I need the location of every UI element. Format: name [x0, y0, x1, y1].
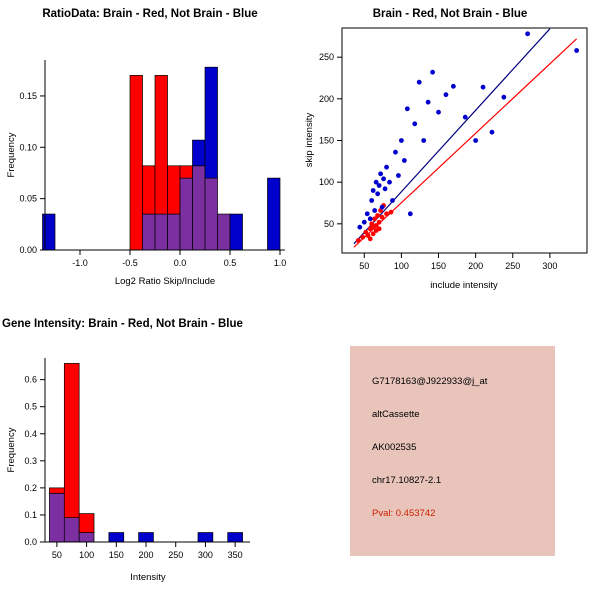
scatter-xlabel: include intensity [430, 280, 498, 291]
svg-text:0.5: 0.5 [24, 401, 37, 412]
svg-text:0.15: 0.15 [19, 90, 37, 101]
panel-hist-intensity [0, 300, 300, 600]
svg-text:0.4: 0.4 [24, 428, 37, 439]
svg-text:100: 100 [318, 177, 334, 188]
svg-text:0.00: 0.00 [19, 245, 37, 255]
panel-hist-ratio [0, 0, 300, 300]
svg-text:0.5: 0.5 [223, 258, 237, 268]
hist-ratio-ylabel: Frequency [6, 132, 17, 178]
hist-intensity-ylabel: Frequency [6, 427, 17, 473]
svg-text:0.0: 0.0 [173, 258, 187, 268]
hist-intensity-title: Gene Intensity: Brain - Red, Not Brain - Blue [2, 318, 243, 330]
hist-ratio-xlabel: Log2 Ratio Skip/Include [114, 276, 216, 287]
svg-text:0.05: 0.05 [19, 193, 37, 204]
svg-text:150: 150 [108, 550, 124, 560]
hist-intensity-plot [0, 300, 300, 600]
svg-text:0.2: 0.2 [24, 482, 37, 493]
svg-text:250: 250 [505, 261, 521, 271]
info-pval: Pval: 0.453742 [372, 508, 436, 519]
probe-info-box [350, 346, 555, 556]
svg-text:0.6: 0.6 [24, 374, 37, 385]
svg-text:0.0: 0.0 [24, 537, 37, 547]
svg-text:0.3: 0.3 [24, 455, 37, 466]
svg-text:150: 150 [430, 261, 447, 271]
info-probe-id: G7178163@J922933@j_at [372, 376, 488, 387]
svg-text:100: 100 [393, 261, 409, 271]
scatter-plot [300, 0, 600, 300]
svg-text:-1.0: -1.0 [72, 258, 88, 268]
svg-text:250: 250 [168, 550, 184, 560]
svg-text:50: 50 [51, 550, 62, 560]
svg-text:200: 200 [468, 261, 484, 271]
svg-text:100: 100 [79, 550, 95, 560]
scatter-ylabel: skip intensity [304, 112, 315, 168]
panel-scatter [300, 0, 600, 300]
hist-ratio-plot [0, 0, 300, 300]
svg-text:0.10: 0.10 [19, 142, 37, 153]
hist-intensity-xlabel: Intensity [130, 572, 166, 583]
hist-ratio-title: RatioData: Brain - Red, Not Brain - Blue [42, 8, 258, 20]
svg-text:0.1: 0.1 [24, 509, 37, 520]
svg-text:50: 50 [359, 261, 370, 271]
svg-text:50: 50 [323, 218, 334, 229]
svg-text:200: 200 [138, 550, 154, 560]
svg-text:150: 150 [318, 135, 334, 146]
scatter-title: Brain - Red, Not Brain - Blue [372, 8, 528, 20]
svg-text:250: 250 [318, 52, 334, 63]
svg-text:1.0: 1.0 [273, 258, 287, 268]
svg-text:300: 300 [542, 261, 558, 271]
svg-text:350: 350 [227, 550, 243, 560]
svg-text:300: 300 [197, 550, 213, 560]
info-locus: chr17.10827-2.1 [372, 475, 442, 486]
info-accession: AK002535 [372, 442, 417, 453]
info-event-type: altCassette [372, 409, 420, 420]
svg-text:-0.5: -0.5 [122, 258, 138, 268]
svg-text:200: 200 [318, 93, 334, 104]
